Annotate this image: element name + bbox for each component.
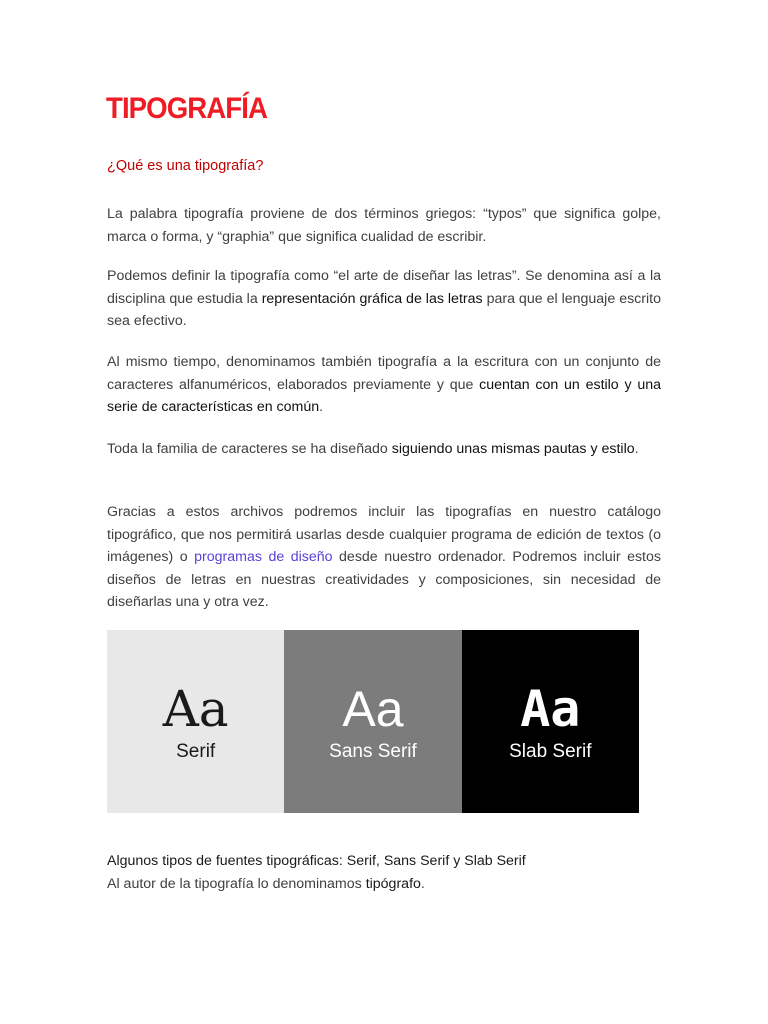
- paragraph-2-highlight: representación gráfica de las letras: [261, 290, 483, 307]
- sans-serif-label: Sans Serif: [329, 740, 417, 762]
- paragraph-4-text-c: .: [634, 441, 639, 457]
- paragraph-5: [107, 501, 661, 614]
- caption-line-2-highlight: tipógrafo: [365, 875, 421, 892]
- page-title: TIPOGRAFÍA: [106, 92, 267, 125]
- paragraph-4: [107, 438, 661, 461]
- paragraph-3-text-a: Al mismo tiempo, denominamos también tipografía a la escritura con un conjunto de caracteres alfanuméricos, elaborados previamente y que: [107, 354, 661, 393]
- caption-line-2-text-c: .: [420, 875, 425, 892]
- paragraph-5-text-c: desde nuestro ordenador. Podremos incluir estos diseños de letras en nuestras creatividades y composiciones, sin necesidad de diseñarlas una y otra vez.: [107, 549, 661, 610]
- paragraph-1: La palabra tipografía proviene de dos términos griegos: “typos” que significa golpe, marca o forma, y “graphia” que significa cualidad de escribir.: [107, 206, 661, 245]
- serif-panel: [107, 630, 284, 813]
- paragraph-3-text-c: .: [319, 399, 324, 415]
- design-programs-link[interactable]: programas de diseño: [194, 549, 333, 565]
- caption-line-2: [107, 873, 526, 896]
- typeface-comparison-image: [107, 630, 639, 813]
- serif-glyph-sample: Aa: [162, 679, 229, 738]
- slab-serif-panel: [462, 630, 639, 813]
- caption-line-2-text-a: Al autor de la tipografía lo denominamos: [107, 875, 366, 892]
- caption-line-1: Algunos tipos de fuentes tipográficas: Serif, Sans Serif y Slab Serif: [107, 853, 526, 869]
- paragraph-2-text-a: Podemos definir la tipografía como “el arte de diseñar las letras”. Se denomina así a la disciplina que estudia la: [107, 268, 661, 307]
- paragraph-3-highlight: cuentan con un estilo y una serie de características en común: [107, 376, 661, 415]
- paragraph-4-text-a: Toda la familia de caracteres se ha diseñado: [107, 441, 392, 457]
- figure-caption: [107, 850, 526, 895]
- paragraph-2-text-c: para que el lenguaje escrito sea efectivo.: [107, 290, 661, 329]
- slab-serif-label: Slab Serif: [509, 740, 592, 762]
- slab-serif-glyph-sample: Aa: [520, 679, 581, 738]
- paragraph-3: [107, 351, 661, 419]
- section-subtitle: ¿Qué es una tipografía?: [107, 158, 264, 174]
- paragraph-2: [107, 265, 661, 333]
- sans-serif-glyph-sample: Aa: [342, 680, 404, 737]
- paragraph-5-text-a: Gracias a estos archivos podremos incluir las tipografías en nuestro catálogo tipográfico, que nos permitirá usarlas desde cualquier programa de edición de textos (o imágenes) o: [107, 504, 661, 565]
- paragraph-4-highlight: siguiendo unas mismas pautas y estilo: [391, 441, 635, 457]
- sans-serif-panel: [284, 630, 461, 813]
- serif-label: Serif: [176, 740, 216, 762]
